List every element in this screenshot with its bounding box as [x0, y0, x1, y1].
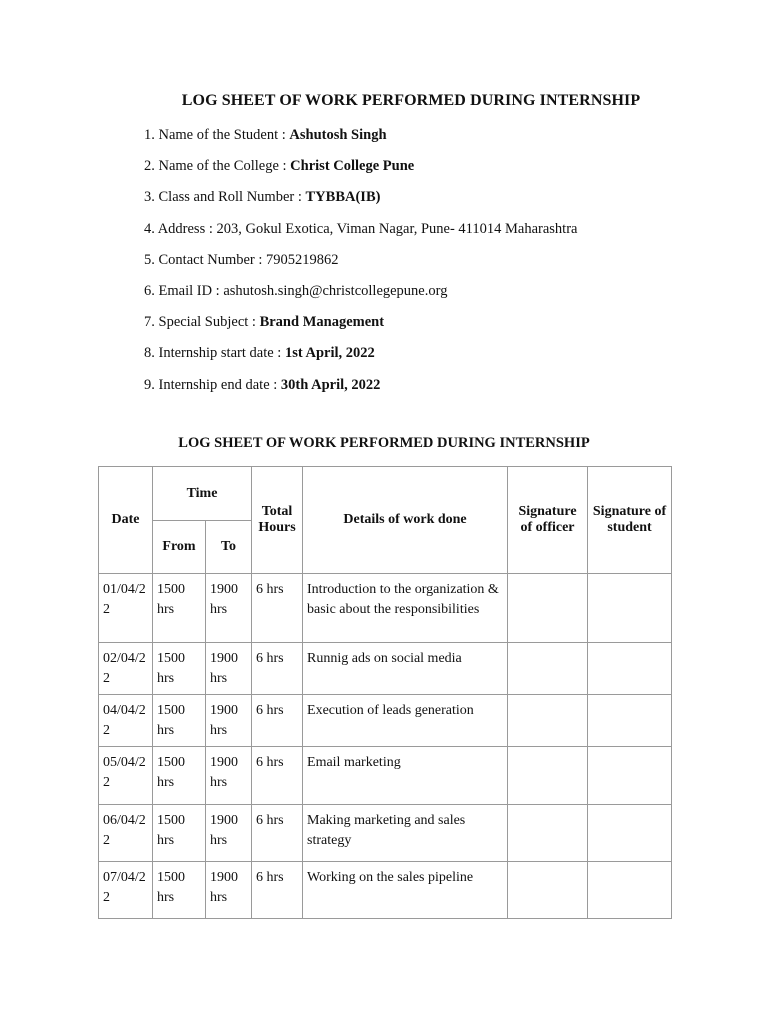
cell-date: 02/04/22 [99, 643, 153, 695]
cell-to: 1900 hrs [206, 574, 252, 643]
info-item-start-date [144, 344, 577, 375]
header-signature-student: Signature of student [588, 467, 672, 574]
info-item-end-date [144, 376, 577, 407]
cell-to: 1900 hrs [206, 862, 252, 919]
cell-signature-student[interactable] [588, 643, 672, 695]
cell-to: 1900 hrs [206, 695, 252, 747]
student-info-list [144, 126, 577, 407]
cell-hours: 6 hrs [252, 695, 303, 747]
table-row [99, 574, 672, 643]
info-item-special-subject [144, 313, 577, 344]
header-details: Details of work done [303, 467, 508, 574]
cell-date: 07/04/22 [99, 862, 153, 919]
cell-from: 1500 hrs [153, 695, 206, 747]
info-label: 6. Email ID : ashutosh.singh@christcollegepune.org [144, 282, 448, 299]
info-item-student-name [144, 126, 577, 157]
info-label: 5. Contact Number : 7905219862 [144, 251, 339, 268]
log-table [98, 466, 672, 919]
cell-hours: 6 hrs [252, 747, 303, 805]
info-item-class-roll [144, 188, 577, 219]
info-value: TYBBA(IB) [305, 189, 381, 206]
cell-hours: 6 hrs [252, 805, 303, 862]
cell-date: 04/04/22 [99, 695, 153, 747]
cell-from: 1500 hrs [153, 862, 206, 919]
cell-signature-officer[interactable] [508, 862, 588, 919]
header-date: Date [99, 467, 153, 574]
info-value: Christ College Pune [290, 158, 415, 175]
cell-date: 06/04/22 [99, 805, 153, 862]
cell-details: Runnig ads on social media [303, 643, 508, 695]
table-title: LOG SHEET OF WORK PERFORMED DURING INTERNSHIP [178, 435, 590, 451]
table-row [99, 805, 672, 862]
info-label: 8. Internship start date : [144, 345, 285, 362]
page-title: LOG SHEET OF WORK PERFORMED DURING INTERNSHIP [181, 92, 641, 109]
header-to: To [206, 521, 252, 574]
info-label: 2. Name of the College : [144, 158, 291, 175]
info-label: 7. Special Subject : [144, 314, 260, 331]
info-label: 1. Name of the Student : [144, 127, 290, 143]
cell-date: 05/04/22 [99, 747, 153, 805]
cell-signature-student[interactable] [588, 695, 672, 747]
cell-details: Email marketing [303, 747, 508, 805]
cell-date: 01/04/22 [99, 574, 153, 643]
header-signature-officer: Signature of officer [508, 467, 588, 574]
cell-from: 1500 hrs [153, 805, 206, 862]
cell-details: Working on the sales pipeline [303, 862, 508, 919]
info-label: 9. Internship end date : [144, 376, 281, 393]
cell-signature-student[interactable] [588, 862, 672, 919]
cell-signature-officer[interactable] [508, 747, 588, 805]
info-item-contact [144, 251, 577, 282]
table-row [99, 862, 672, 919]
info-value: Brand Management [259, 314, 385, 331]
header-total-hours: Total Hours [252, 467, 303, 574]
info-value: Ashutosh Singh [289, 127, 387, 143]
info-label: 4. Address : 203, Gokul Exotica, Viman Nagar, Pune- 411014 Maharashtra [144, 220, 578, 237]
info-value: 30th April, 2022 [280, 376, 381, 393]
cell-from: 1500 hrs [153, 747, 206, 805]
table-row [99, 695, 672, 747]
info-item-college [144, 157, 577, 188]
cell-from: 1500 hrs [153, 643, 206, 695]
cell-to: 1900 hrs [206, 643, 252, 695]
header-from: From [153, 521, 206, 574]
cell-to: 1900 hrs [206, 805, 252, 862]
cell-details: Execution of leads generation [303, 695, 508, 747]
cell-hours: 6 hrs [252, 574, 303, 643]
cell-from: 1500 hrs [153, 574, 206, 643]
cell-details: Introduction to the organization & basic about the responsibilities [303, 574, 508, 643]
table-row [99, 643, 672, 695]
cell-details: Making marketing and sales strategy [303, 805, 508, 862]
info-value: 1st April, 2022 [284, 345, 375, 362]
header-time: Time [153, 467, 252, 521]
info-label: 3. Class and Roll Number : [144, 189, 306, 206]
cell-signature-officer[interactable] [508, 574, 588, 643]
info-item-email [144, 282, 577, 313]
cell-signature-officer[interactable] [508, 805, 588, 862]
cell-to: 1900 hrs [206, 747, 252, 805]
cell-signature-student[interactable] [588, 805, 672, 862]
info-item-address [144, 220, 577, 251]
table-row [99, 747, 672, 805]
cell-hours: 6 hrs [252, 643, 303, 695]
cell-signature-officer[interactable] [508, 643, 588, 695]
cell-hours: 6 hrs [252, 862, 303, 919]
cell-signature-student[interactable] [588, 574, 672, 643]
cell-signature-student[interactable] [588, 747, 672, 805]
cell-signature-officer[interactable] [508, 695, 588, 747]
